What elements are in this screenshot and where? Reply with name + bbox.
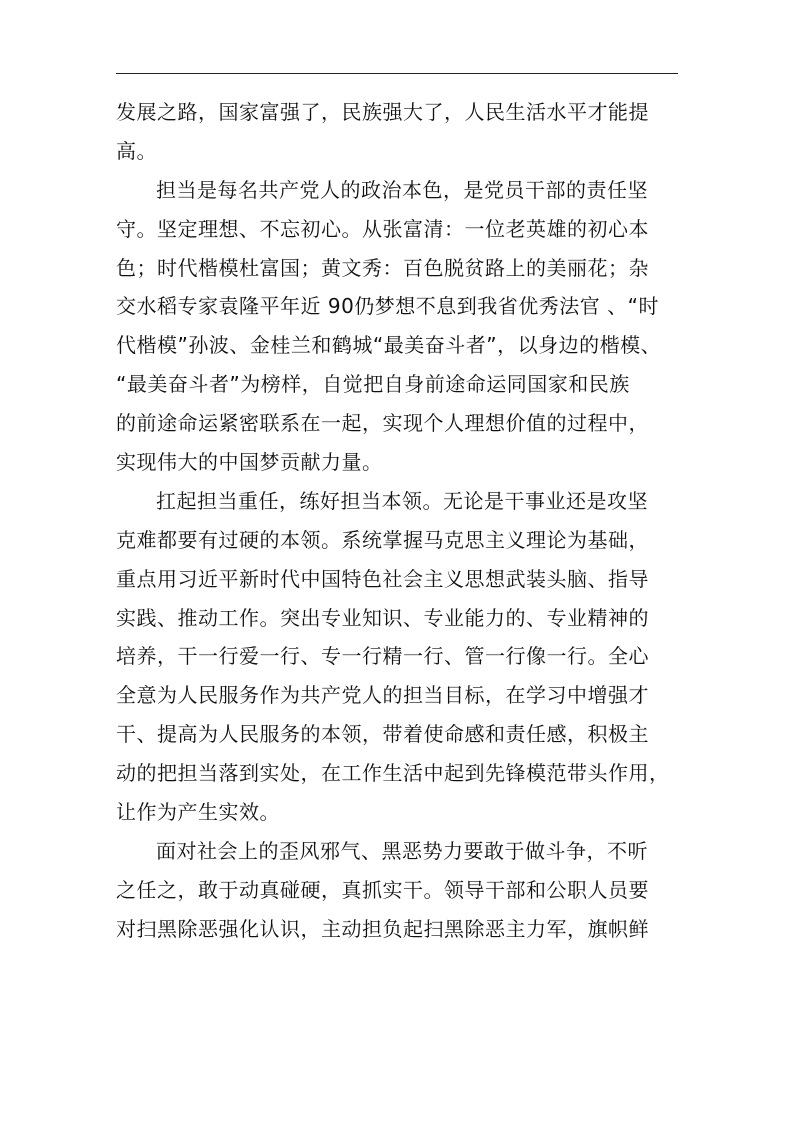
text-line: 实践、推动工作。突出专业知识、专业能力的、专业精神的 — [116, 605, 649, 630]
text-line: 的前途命运紧密联系在一起，实现个人理想价值的过程中， — [116, 411, 649, 436]
text-line: 担当是每名共产党人的政治本色，是党员干部的责任坚 — [156, 177, 648, 202]
text-line: 干、提高为人民服务的本领，带着使命感和责任感，积极主 — [116, 722, 649, 747]
text-line: “最美奋斗者”为榜样，自觉把自身前途命运同国家和民族 — [116, 372, 630, 397]
text-line: 动的把担当落到实处，在工作生活中起到先锋模范带头作用， — [116, 761, 670, 786]
text-line: 守。坚定理想、不忘初心。从张富清：一位老英雄的初心本 — [116, 216, 649, 241]
text-line: 面对社会上的歪风邪气、黑恶势力要敢于做斗争，不听 — [156, 838, 648, 863]
text-line: 之任之，敢于动真碰硬，真抓实干。领导干部和公职人员要 — [116, 877, 649, 902]
text-line: 对扫黑除恶强化认识，主动担负起扫黑除恶主力军，旗帜鲜 — [116, 916, 649, 941]
text-line: 高。 — [116, 138, 157, 163]
text-line: 克难都要有过硬的本领。系统掌握马克思主义理论为基础， — [116, 527, 649, 552]
text-line: 代楷模”孙波、金桂兰和鹤城“最美奋斗者”，以身边的楷模、 — [116, 333, 662, 358]
text-line: 色；时代楷模杜富国；黄文秀：百色脱贫路上的美丽花；杂 — [116, 255, 649, 280]
document-body — [116, 93, 686, 949]
text-line: 让作为产生实效。 — [116, 800, 280, 825]
text-line: 交水稻专家袁隆平年近 90仍梦想不息到我省优秀法官 、“时 — [116, 294, 660, 319]
text-line: 实现伟大的中国梦贡献力量。 — [116, 450, 383, 475]
text-line: 培养，干一行爱一行、专一行精一行、管一行像一行。全心 — [116, 644, 649, 669]
text-line: 发展之路，国家富强了，民族强大了，人民生活水平才能提 — [116, 100, 649, 124]
text-line: 重点用习近平新时代中国特色社会主义思想武装头脑、指导 — [116, 566, 649, 591]
header-rule — [116, 73, 678, 74]
text-line: 扛起担当重任，练好担当本领。无论是干事业还是攻坚 — [156, 488, 648, 513]
text-line: 全意为人民服务作为共产党人的担当目标，在学习中增强才 — [116, 683, 649, 708]
